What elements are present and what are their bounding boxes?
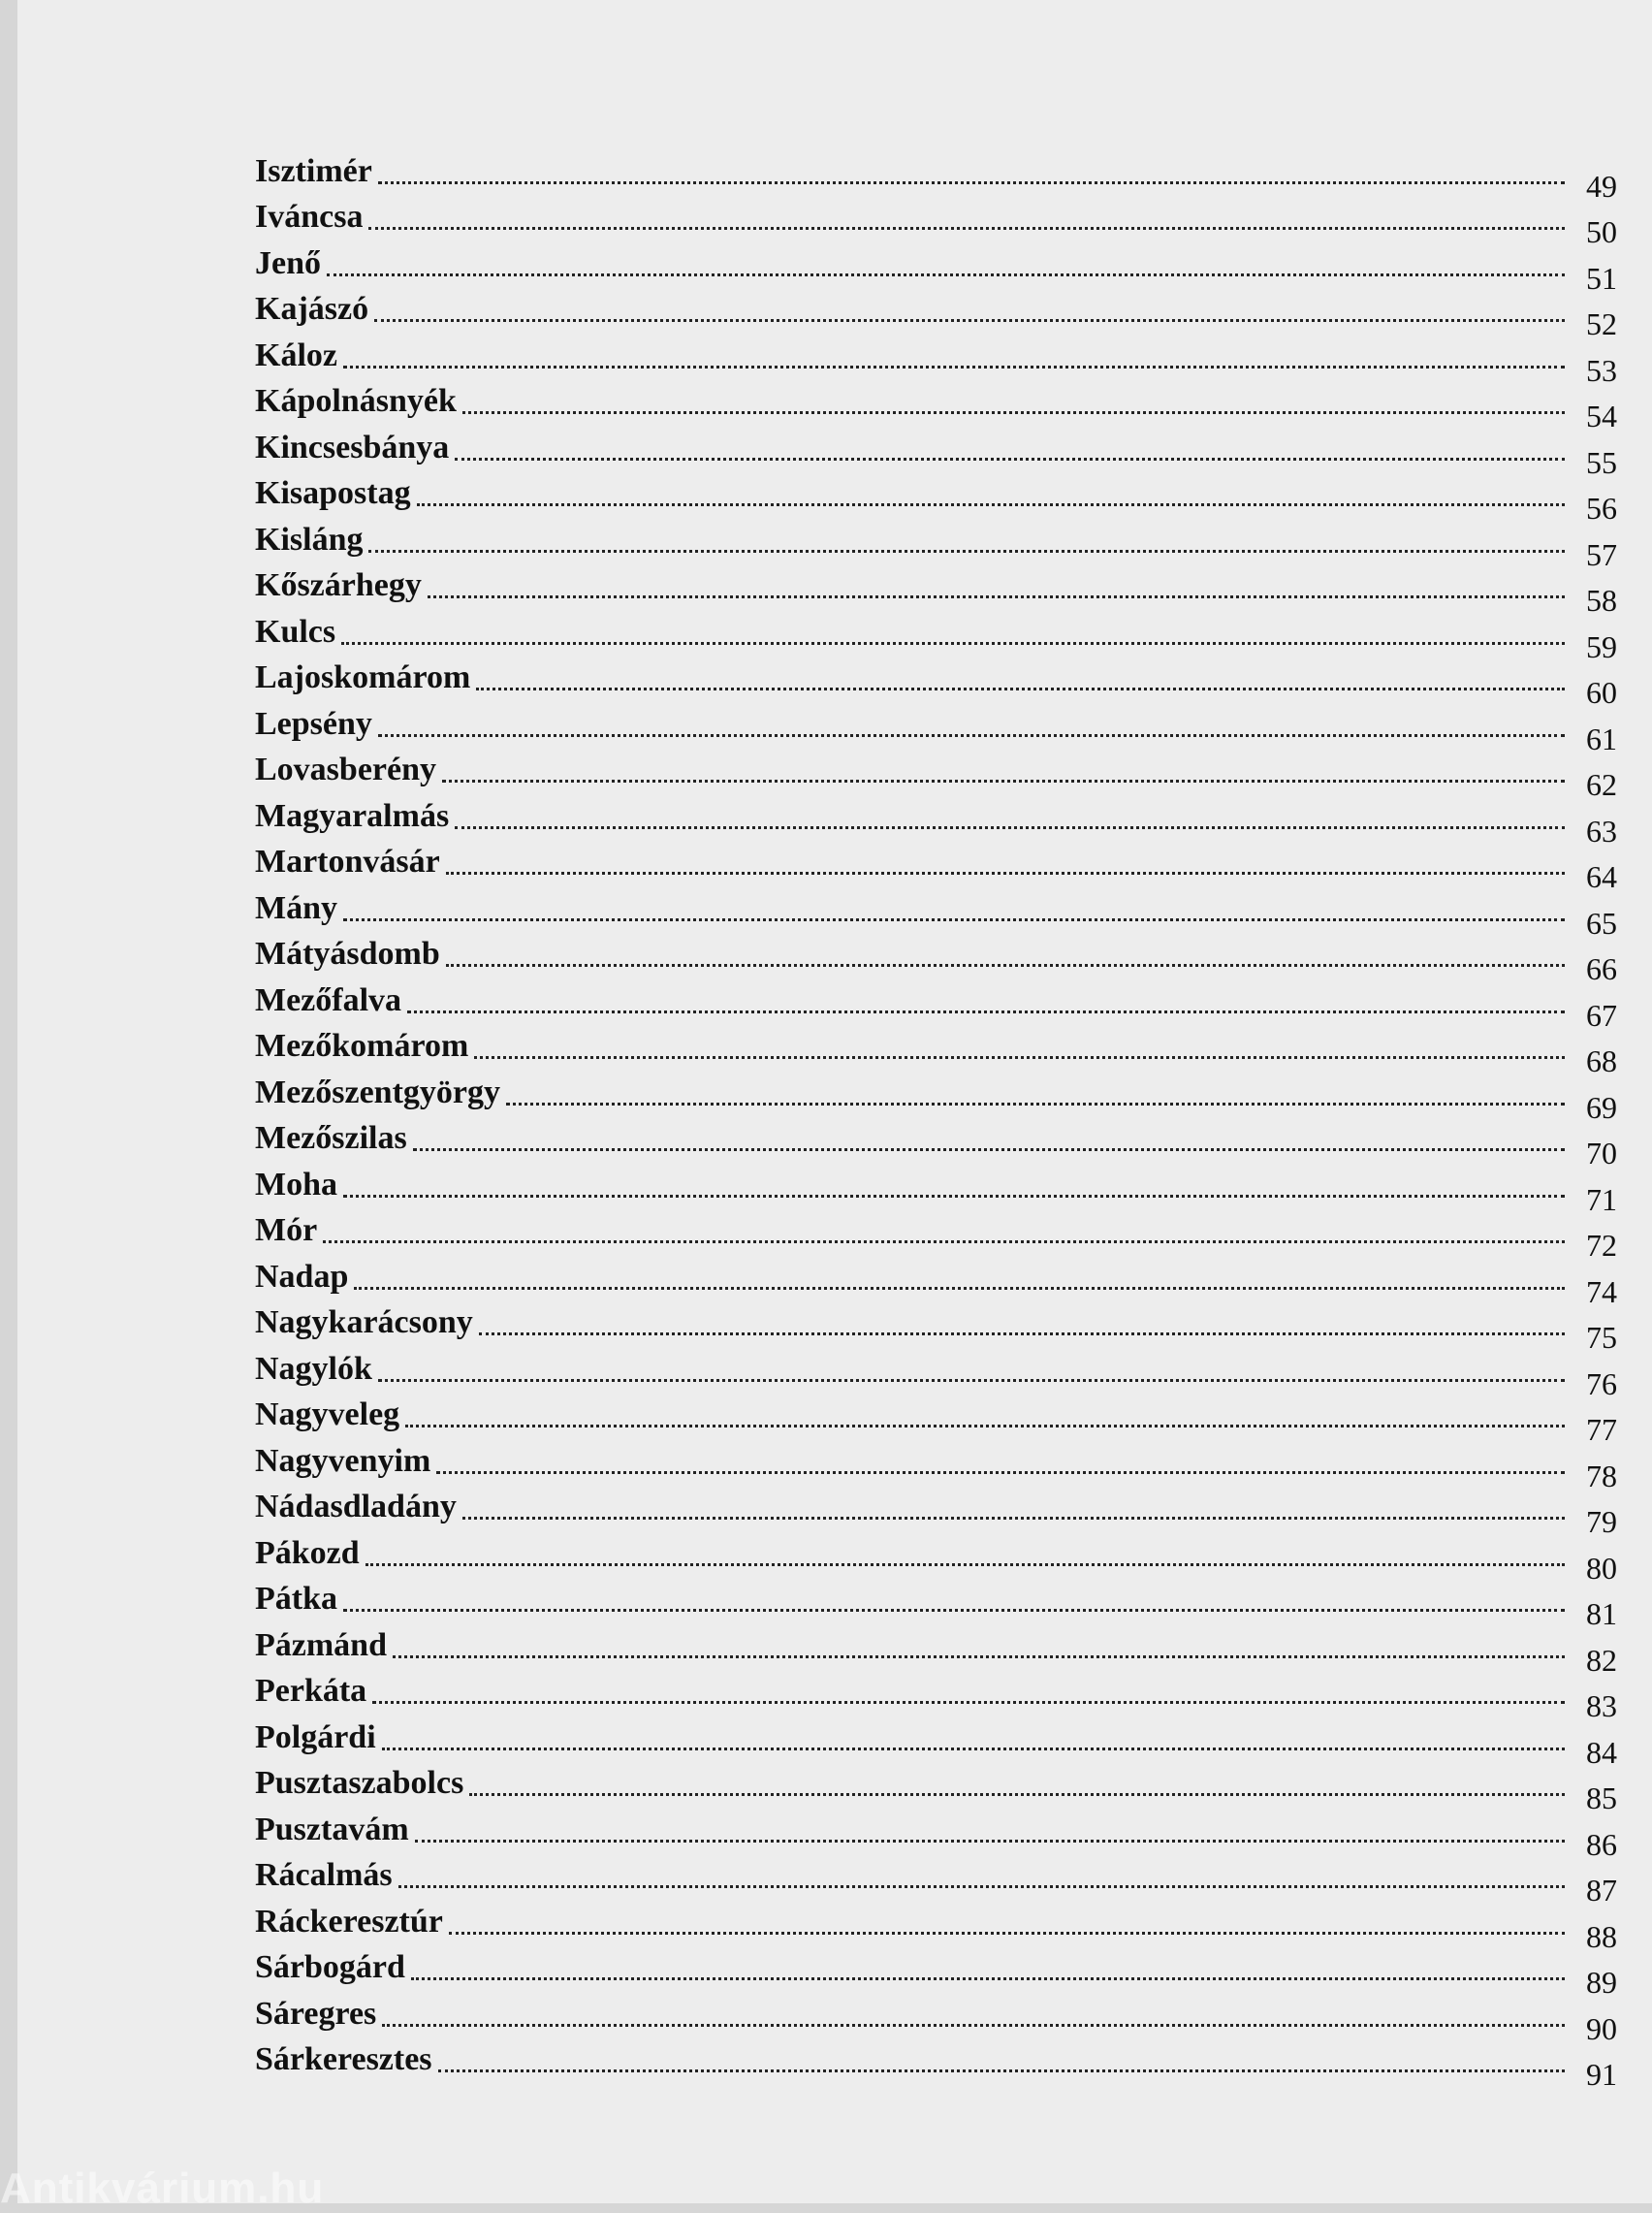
toc-entry [255,1386,1617,1447]
toc-entry-name: Pázmánd [255,1626,387,1663]
toc-entry [255,602,1617,664]
toc-entry [255,1523,1617,1586]
dot-leader [417,502,1565,506]
dot-leader [428,594,1565,598]
toc-entry-page-number: 74 [1586,1273,1617,1309]
toc-entry [255,142,1617,204]
dot-leader [382,2023,1565,2027]
toc-entry-name: Iváncsa [255,199,364,235]
toc-entry [255,741,1617,802]
toc-entry-page-number: 49 [1586,168,1617,204]
dot-leader [323,1239,1565,1243]
toc-entry [255,557,1617,618]
toc-entry-page-number: 68 [1586,1043,1617,1078]
dot-leader [476,687,1565,690]
dot-leader [378,733,1565,737]
toc-entry-name: Mátyásdomb [255,936,440,972]
toc-entry [255,1800,1617,1862]
toc-entry-name: Lepsény [255,705,372,742]
toc-entry [255,1478,1617,1539]
toc-entry-page-number: 66 [1586,951,1617,986]
toc-entry-page-number: 79 [1586,1504,1617,1539]
toc-entry [255,1662,1617,1723]
dot-leader [378,1378,1565,1382]
dot-leader [343,365,1565,369]
toc-entry [255,1063,1617,1125]
toc-entry-name: Ráckeresztúr [255,1903,443,1940]
toc-entry-page-number: 76 [1586,1365,1617,1401]
toc-entry [255,234,1617,296]
toc-entry [255,1017,1617,1078]
toc-entry [255,1984,1617,2046]
toc-entry-page-number: 67 [1586,997,1617,1033]
toc-entry-page-number: 75 [1586,1320,1617,1355]
dot-leader [436,1470,1565,1474]
toc-entry [255,1708,1617,1770]
dot-leader [455,825,1565,829]
dot-leader [368,549,1565,553]
toc-entry-name: Káloz [255,337,337,373]
toc-entry-name: Mezőszentgyörgy [255,1074,501,1110]
toc-entry-page-number: 69 [1586,1089,1617,1125]
dot-leader [411,1976,1565,1980]
toc-entry-name: Pátka [255,1581,337,1617]
toc-entry-name: Rácalmás [255,1857,393,1893]
toc-entry-page-number: 50 [1586,214,1617,249]
toc-entry-name: Kápolnásnyék [255,383,457,419]
toc-entry-page-number: 87 [1586,1873,1617,1908]
watermark: Antikvárium.hu [0,2165,325,2212]
toc-entry [255,1939,1617,2000]
toc-entry-name: Perkáta [255,1673,367,1709]
dot-leader [446,871,1565,875]
dot-leader [372,1700,1565,1704]
toc-entry [255,694,1617,756]
toc-entry-name: Mór [255,1212,318,1248]
dot-leader [343,1608,1565,1612]
toc-entry [255,925,1617,986]
dot-leader [365,1562,1565,1566]
toc-entry-name: Nagykarácsony [255,1304,473,1340]
toc-entry [255,1431,1617,1493]
toc-entry-page-number: 64 [1586,859,1617,894]
toc-entry [255,326,1617,388]
toc-entry-name: Kincsesbánya [255,429,450,465]
toc-entry [255,879,1617,941]
dot-leader [446,963,1565,967]
toc-entry [255,1294,1617,1355]
dot-leader [405,1424,1565,1427]
dot-leader [449,1931,1565,1935]
toc-entry-name: Pákozd [255,1534,360,1571]
toc-entry-page-number: 71 [1586,1181,1617,1217]
dot-leader [442,779,1565,783]
toc-entry-name: Lajoskomárom [255,659,471,695]
toc-entry-page-number: 55 [1586,444,1617,480]
toc-entry [255,1339,1617,1401]
dot-leader [368,226,1565,230]
dot-leader [398,1884,1565,1888]
toc-entry-page-number: 80 [1586,1550,1617,1586]
dot-leader [343,917,1565,921]
toc-entry-page-number: 82 [1586,1642,1617,1678]
toc-entry [255,1109,1617,1171]
toc-entry-page-number: 88 [1586,1918,1617,1954]
dot-leader [382,1747,1565,1750]
toc-entry [255,833,1617,894]
toc-entry-page-number: 61 [1586,721,1617,756]
toc-entry [255,510,1617,572]
dot-leader [479,1331,1565,1335]
toc-entry-page-number: 60 [1586,675,1617,710]
toc-entry-name: Magyaralmás [255,797,450,834]
toc-entry [255,1616,1617,1678]
toc-entry-name: Moha [255,1166,337,1203]
toc-entry-page-number: 83 [1586,1688,1617,1723]
toc-entry-name: Pusztavám [255,1811,409,1847]
toc-entry-name: Mezőszilas [255,1120,407,1156]
toc-entry-name: Kulcs [255,613,336,650]
toc-entry [255,372,1617,433]
toc-entry-page-number: 62 [1586,767,1617,802]
toc-entry-page-number: 53 [1586,352,1617,388]
dot-leader [474,1055,1565,1059]
toc-entry-name: Mány [255,889,337,926]
toc-entry-page-number: 72 [1586,1228,1617,1263]
toc-entry [255,418,1617,480]
toc-entry [255,2031,1617,2092]
dot-leader [438,2069,1565,2072]
toc-entry-name: Sárkeresztes [255,2041,432,2077]
dot-leader [469,1792,1565,1796]
dot-leader [462,410,1565,414]
dot-leader [327,273,1565,276]
toc-entry-name: Mezőkomárom [255,1028,469,1064]
table-of-contents [255,142,1617,2092]
toc-entry-page-number: 57 [1586,536,1617,572]
dot-leader [413,1147,1565,1151]
toc-entry-name: Nádasdladány [255,1489,457,1524]
dot-leader [506,1102,1565,1106]
toc-entry [255,1202,1617,1263]
toc-entry [255,971,1617,1033]
dot-leader [378,180,1565,184]
toc-entry-name: Lovasberény [255,752,436,787]
toc-entry-page-number: 85 [1586,1780,1617,1815]
toc-entry-page-number: 89 [1586,1965,1617,2000]
toc-entry [255,1155,1617,1217]
document-page [17,0,1652,2203]
dot-leader [415,1839,1565,1843]
toc-entry [255,280,1617,341]
toc-entry-page-number: 59 [1586,628,1617,664]
toc-entry-name: Martonvásár [255,844,440,880]
dot-leader [343,1194,1565,1198]
dot-leader [393,1654,1565,1658]
toc-entry [255,188,1617,249]
toc-entry [255,1570,1617,1631]
toc-entry-page-number: 81 [1586,1596,1617,1631]
toc-entry-page-number: 84 [1586,1734,1617,1770]
toc-entry-name: Mezőfalva [255,981,402,1018]
toc-entry-page-number: 52 [1586,306,1617,341]
dot-leader [407,1010,1565,1013]
toc-entry-page-number: 90 [1586,2010,1617,2046]
toc-entry-page-number: 86 [1586,1826,1617,1862]
toc-entry-name: Kőszárhegy [255,567,422,603]
toc-entry-name: Pusztaszabolcs [255,1765,464,1801]
toc-entry [255,1754,1617,1815]
toc-entry-name: Sáregres [255,1995,377,2032]
toc-entry-page-number: 54 [1586,399,1617,433]
toc-entry-page-number: 65 [1586,905,1617,941]
toc-entry-name: Kisapostag [255,475,411,511]
toc-entry-name: Isztimér [255,152,372,189]
toc-entry-name: Kisláng [255,521,364,558]
toc-entry [255,786,1617,849]
toc-entry [255,1247,1617,1309]
toc-entry-name: Nadap [255,1258,349,1295]
dot-leader [341,641,1565,645]
toc-entry-name: Polgárdi [255,1718,376,1755]
toc-entry [255,465,1617,526]
toc-entry [255,1846,1617,1908]
toc-entry-page-number: 78 [1586,1458,1617,1493]
toc-entry [255,1892,1617,1954]
toc-entry-name: Nagylók [255,1350,372,1387]
toc-entry [255,649,1617,710]
dot-leader [462,1516,1565,1520]
toc-entry-page-number: 91 [1586,2057,1617,2092]
toc-entry-page-number: 51 [1586,260,1617,296]
toc-entry-name: Jenő [255,244,321,281]
toc-entry-name: Kajászó [255,291,369,327]
toc-entry-page-number: 77 [1586,1412,1617,1447]
toc-entry-page-number: 56 [1586,491,1617,526]
toc-entry-page-number: 70 [1586,1136,1617,1171]
dot-leader [374,318,1565,322]
toc-entry-page-number: 63 [1586,813,1617,849]
toc-entry-page-number: 58 [1586,583,1617,618]
toc-entry-name: Nagyveleg [255,1396,400,1432]
dot-leader [455,457,1565,461]
toc-entry-name: Sárbogárd [255,1949,405,1985]
dot-leader [354,1286,1565,1290]
toc-entry-name: Nagyvenyim [255,1442,431,1479]
